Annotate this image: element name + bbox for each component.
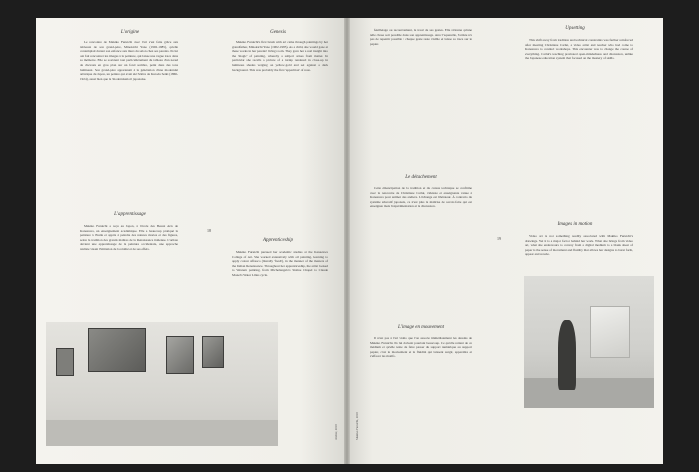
heading-apprentissage: L'apprentissage: [114, 212, 146, 217]
photo-caption-right: Makiko Furuichi, 2018: [355, 412, 359, 440]
studio-floor: [524, 378, 654, 408]
page-number-right: 19: [497, 236, 501, 241]
painting-frame-2: [166, 336, 194, 374]
gallery-floor: [46, 420, 278, 446]
artist-figure: [558, 320, 576, 390]
right-col2-text: This shift away from tradition and technical constraints was further reinforced after meeting Christiane Carlut, a video artist and teacher who had come to Kanazawa to conduct workshops. This encounter was to change the course of everything. Carlut's teaching promoted open-mindedness and discussion, unlike the Japanese education system that focused on the mastery of skills.: [525, 38, 633, 61]
book-spine: [344, 18, 350, 464]
right-col1-text3: Il n'est pas à l'art vidéo que l'on associe immédiatement les dessins de Makiko Furuichi. Ils lui doivent pourtant beaucoup. Ce qu'elle retient de ce médium et qu'elle tente de faire passer du support numérique au support papier, c'est le mouvement et la fluidité qui laissent surgir, apparaître et s'effacer les motifs.: [370, 336, 472, 359]
heading-images-in-motion: Images in motion: [557, 222, 593, 227]
heading-lorigine: L'origine: [120, 30, 140, 35]
painting-frame-1: [88, 328, 146, 372]
left-col2-text2: Makiko Furuichi pursued her academic studies at the Kanazawa College of Art. She worked extensively with oil painting, learning to apply colour affresco (literally 'fresh'), in the manner of the masters of the Italian Renaissance. Throughout her apprenticeship, the artist looked to Western painting, from Michelangelo's Sistine Chapel to Claude Monet's Water Lilies cycle.: [232, 250, 328, 277]
gallery-photo: [46, 322, 278, 446]
heading-image-en-mouvement: L'image en mouvement: [397, 325, 445, 330]
heading-detachement: Le détachement: [405, 175, 437, 180]
wall-artwork: [590, 306, 630, 358]
left-col2-text: Makiko Furuichi's first brush with art came through paintings by her grandfather, Minokichi Yano (1902-1985). As a child, she would gaze at these works in her parents' living room. They gave her a real insight into the 'magic' of painting, whereby a subject arises from matter. In particular she recalls a picture of a turnip rendered in close-up in luminous shades verging on yellow-gold and set against a dark background. This was probably the first 'apparition' of note.: [232, 40, 328, 72]
painting-frame-3: [202, 336, 224, 368]
heading-upsetting: Upsetting: [565, 26, 585, 31]
painting-frame-4: [56, 348, 74, 376]
artist-photo: [524, 276, 654, 408]
page-number-left: 18: [207, 228, 211, 233]
left-col1-text2: Makiko Furuichi a reçu au Japon, à l'école des Beaux Arts de Kanazawa, un enseignement académique. Elle a beaucoup pratiqué la peinture à l'huile et appris à peindre des natures mortes et des figures, selon la tradition des grands maîtres de la Renaissance italienne. L'artiste devient une apprentissage de la peinture occidentale, une approche réaliste visant l'imitation de la réalité et de ses effets.: [80, 224, 178, 251]
right-col1-text2: Cette émancipation de la tradition et du cursus technique se confirme avec la rencontre de Christiane Carlut, vidéaste et enseignante venue à Kanazawa pour animer des ateliers. L'échange est libérateur. À contrario du système éducatif japonais, ce n'est plus la maîtrise de savoir-faire qui est enseignée mais l'expérimentation et la discussion.: [370, 186, 472, 209]
photo-caption-left: Atelier, 2018: [334, 424, 338, 440]
left-col1-text: Le rencontre de Makiko Furuichi avec l'art s'est faite grâce aux tableaux de son grand-père, Minokichi Yano (1902-1985), qu'elle contemplait durant son enfance aux murs du salon chez ses parents. Ils lui ont fait rencontrer les images à la peinture, qui laisse une vague trace dans sa mémoire. Elle se souvient tout particulièrement du tableau d'un nœud de chevaux en gros plan sur un fond sombre, peint dans des tons lumineux. Son grand-père appartenait à la génération d'une modernité artistique du Japon, un peintre qui avait été l'élève de Kuroda Seiki (1866-1924), aussi bien que la 'modernisation' japonaise.: [80, 40, 178, 81]
right-col2-text2: Video art is not something readily associated with Makiko Furuichi's drawings. Yet it is a major factor behind her work. What she brings from video art, what she endeavours to convey from a digital medium to a blank sheet of paper is the sense of movement and fluidity that allows her designs to burst forth, appear and recede.: [525, 234, 633, 257]
right-col1-text: feuilletage ou recouvrement, le tracé de ses gestes. Elle s'étonne qu'une telle chose soit possible dans son apprentissage. Avec l'aquarelle, l'artiste n'a pas de repentir possible : chaque geste reste visible et laisse sa trace sur le papier.: [370, 28, 472, 46]
heading-genesis: Genesis: [270, 30, 286, 35]
heading-apprenticeship: Apprenticeship: [262, 238, 294, 243]
